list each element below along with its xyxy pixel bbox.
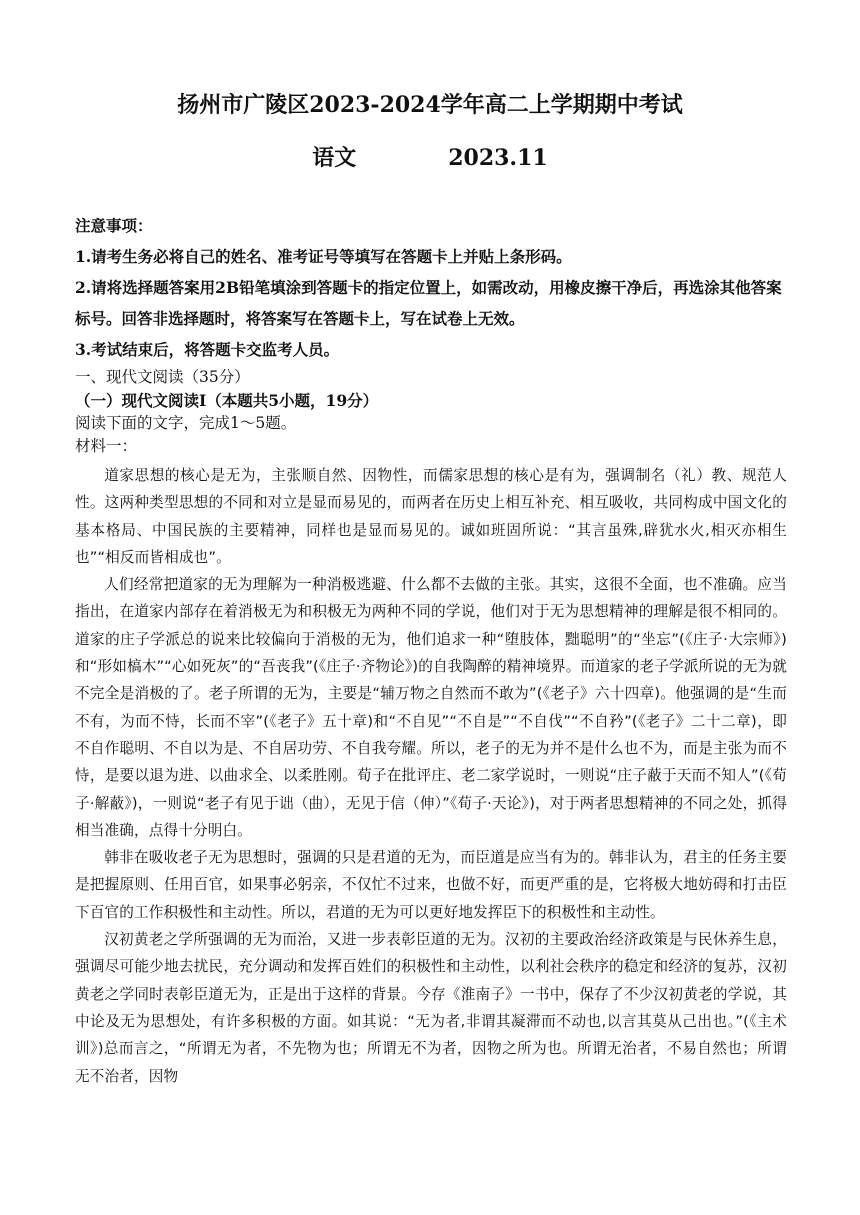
part-heading: 一、现代文阅读（35分） xyxy=(75,368,250,386)
paragraph: 人们经常把道家的无为理解为一种消极逃避、什么都不去做的主张。其实，这很不全面，也不准确。应当指出，在道家内部存在着消极无为和积极无为两种不同的学说，他们对于无为思想精神的理解是很不相同的。道家的庄子学派总的说来比较偏向于消极的无为，他们追求一种“堕肢体，黜聪明”的“坐忘”(《庄子·大宗师》)和“形如槁木”“心如死灰”的“吾丧我”(《庄子·齐物论》)的自我陶醉的精神境界。而道家的老子学派所说的无为就不完全是消极的了。老子所谓的无为，主要是“辅万物之自然而不敢为”(《老子》六十四章)。他强调的是“生而不有，为而不恃，长而不宰”(《老子》五十章)和“不自见”“不自是”“不自伐”“不自矜”(《老子》二十二章)，即不自作聪明、不自以为是、不自居功劳、不自我夸耀。所以，老子的无为并不是什么也不为，而是主张为而不恃，是要以退为进、以曲求全、以柔胜刚。荀子在批评庄、老二家学说时，一则说“庄子蔽于天而不知人”(《荀子·解蔽》)，一则说“老子有见于诎（曲），无见于信（伸）”《荀子·天论》)，对于两者思想精神的不同之处，抓得相当准确，点得十分明白。 xyxy=(75,576,787,839)
reading-instruction: 阅读下面的文字，完成1～5题。 xyxy=(75,414,297,432)
exam-title: 扬州市广陵区2023-2024学年高二上学期期中考试 xyxy=(177,92,683,118)
subject-label: 语文 xyxy=(312,145,357,171)
note-item-1: 1.请考生务必将自己的姓名、准考证号等填写在答题卡上并贴上条形码。 xyxy=(75,247,572,266)
material-label: 材料一： xyxy=(75,437,138,455)
note-item-2: 2.请将选择题答案用2B铅笔填涂到答题卡的指定位置上，如需改动，用橡皮擦干净后，再选涂其他答案标号。回答非选择题时，将答案写在答题卡上，写在试卷上无效。 xyxy=(75,278,782,328)
subsection-heading: （一）现代文阅读Ⅰ（本题共5小题，19分） xyxy=(75,391,379,410)
note-item-3: 3.考试结束后，将答题卡交监考人员。 xyxy=(75,340,340,359)
exam-subtitle xyxy=(0,141,860,172)
notes-heading: 注意事项： xyxy=(75,216,153,235)
paragraph: 汉初黄老之学所强调的无为而治，又进一步表彰臣道的无为。汉初的主要政治经济政策是与民休养生息，强调尽可能少地去扰民，充分调动和发挥百姓们的积极性和主动性，以利社会秩序的稳定和经济的复苏，汉初黄老之学同时表彰臣道无为，正是出于这样的背景。今存《淮南子》一书中，保存了不少汉初黄老的学说，其中论及无为思想处，有许多积极的方面。如其说：“无为者,非谓其凝滞而不动也,以言其莫从己出也。”(《主术训》)总而言之，“所谓无为者，不先物为也；所谓无不为者，因物之所为也。所谓无治者，不易自然也；所谓无不治者，因物 xyxy=(75,931,787,1085)
exam-notes xyxy=(75,210,787,365)
paragraph: 韩非在吸收老子无为思想时，强调的只是君道的无为，而臣道是应当有为的。韩非认为，君主的任务主要是把握原则、任用百官，如果事必躬亲，不仅忙不过来，也做不好，而更严重的是，它将极大地妨碍和打击臣下百官的工作积极性和主动性。所以，君道的无为可以更好地发挥臣下的积极性和主动性。 xyxy=(75,849,787,921)
exam-date: 2023.11 xyxy=(448,145,548,171)
paragraph: 道家思想的核心是无为，主张顺自然、因物性，而儒家思想的核心是有为，强调制名（礼）教、规范人性。这两种类型思想的不同和对立是显而易见的，而两者在历史上相互补充、相互吸收，共同构成中国文化的基本格局、中国民族的主要精神，同样也是显而易见的。诚如班固所说：“其言虽殊,辟犹水火,相灭亦相生也”“相反而皆相成也”。 xyxy=(75,467,787,566)
section-header xyxy=(75,366,787,458)
passage-body xyxy=(75,462,787,1090)
